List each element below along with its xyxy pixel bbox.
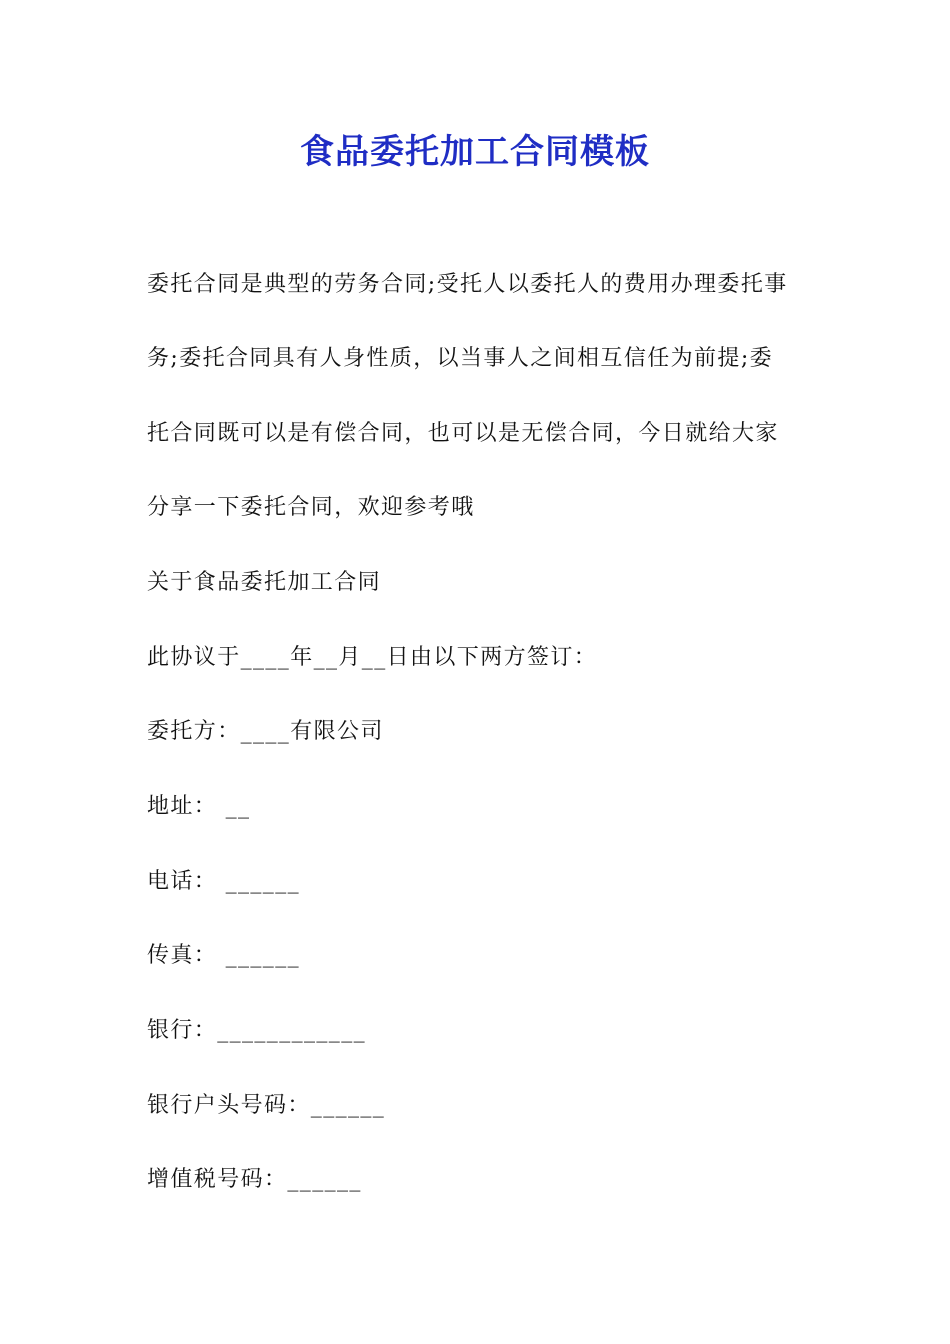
intro-line-4: 分享一下委托合同，欢迎参考哦	[147, 495, 475, 520]
vat-number-field: 增值税号码：______	[147, 1167, 362, 1192]
fax-field: 传真： ______	[147, 943, 300, 968]
intro-line-2: 务;委托合同具有人身性质，以当事人之间相互信任为前提;委	[147, 346, 774, 371]
bank-account-field: 银行户头号码：______	[147, 1093, 386, 1118]
entrusting-party-field: 委托方：____有限公司	[147, 719, 384, 744]
bank-field: 银行：____________	[147, 1018, 367, 1043]
phone-field: 电话： ______	[147, 869, 300, 894]
agreement-line: 此协议于____年__月__日由以下两方签订：	[147, 645, 598, 670]
section-heading: 关于食品委托加工合同	[147, 570, 382, 595]
intro-line-1: 委托合同是典型的劳务合同;受托人以委托人的费用办理委托事	[147, 272, 788, 297]
document-title: 食品委托加工合同模板	[300, 132, 650, 172]
address-field: 地址： __	[147, 794, 251, 819]
intro-line-3: 托合同既可以是有偿合同，也可以是无偿合同，今日就给大家	[147, 421, 779, 446]
